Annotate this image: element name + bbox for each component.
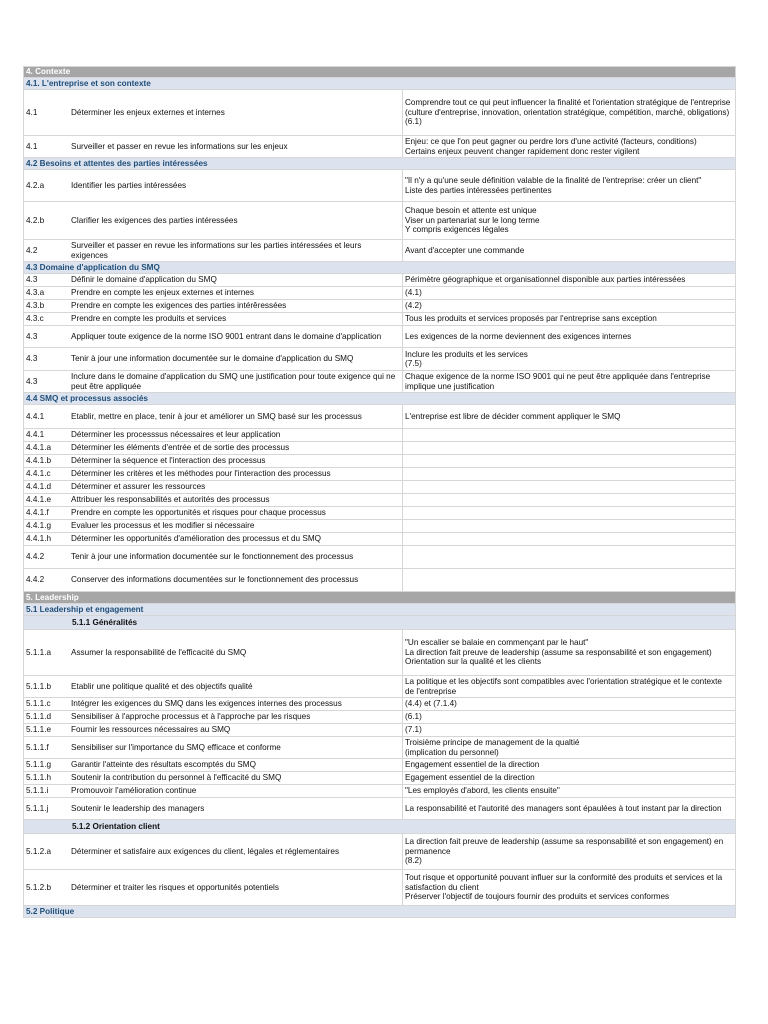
clause-ref-cell: 4.4.1.a xyxy=(26,443,52,453)
clause-ref-cell: 5.1.1.i xyxy=(26,786,49,796)
comment-cell: Engagement essentiel de la direction xyxy=(405,760,540,770)
subsection-title: 4.2 Besoins et attentes des parties intéressées xyxy=(26,158,208,168)
section-title: 5. Leadership xyxy=(26,592,79,602)
table-row xyxy=(23,371,736,393)
requirement-cell: Sensibiliser sur l'importance du SMQ efficace et conforme xyxy=(70,737,403,758)
requirement-cell: Etablir une politique qualité et des objectifs qualité xyxy=(70,676,403,697)
comment-cell: La politique et les objectifs sont compatibles avec l'orientation stratégique et le contexte de l'entreprise xyxy=(405,677,722,696)
comment-cell: Avant d'accepter une commande xyxy=(405,245,525,255)
clause-ref-cell: 4.4.1.g xyxy=(26,521,52,531)
comment-cell: Chaque exigence de la norme ISO 9001 qui ne peut être appliquée dans l'entreprise implique une justification xyxy=(405,372,711,391)
comment-cell: "Il n'y a qu'une seule définition valable de la finalité de l'entreprise: créer un client" Liste des parties intéressées pertinentes xyxy=(405,176,702,195)
requirement-cell: Prendre en compte les opportunités et risques pour chaque processus xyxy=(70,507,403,519)
clause-ref-cell: 4.4.2 xyxy=(26,575,45,585)
comment-cell: (4.4) et (7.1.4) xyxy=(405,699,457,709)
clause-ref-cell: 4.4.2 xyxy=(26,552,45,562)
table-row xyxy=(23,711,736,724)
subsection-title: 4.1. L'entreprise et son contexte xyxy=(26,78,151,88)
table-row xyxy=(23,202,736,240)
requirement-cell: Intégrer les exigences du SMQ dans les exigences internes des processus xyxy=(70,698,403,710)
table-row xyxy=(23,405,736,429)
comment-cell: Tout risque et opportunité pouvant influer sur la conformité des produits et services et la satisfaction du client Préserver l'objectif de toujours fournir des produits et services conformes xyxy=(405,873,723,902)
clause-ref-cell: 4.1 xyxy=(26,107,38,117)
clause-ref-cell: 4.4.1 xyxy=(26,411,45,421)
requirement-cell: Prendre en compte les enjeux externes et internes xyxy=(70,287,403,299)
subsection-header-row xyxy=(23,262,736,274)
table-row xyxy=(23,287,736,300)
subsubsection-header-row xyxy=(23,820,736,834)
clause-ref-cell: 5.1.2.b xyxy=(26,882,52,892)
comment-cell: La responsabilité et l'autorité des managers sont épaulées à tout instant par la direction xyxy=(405,803,722,813)
table-row xyxy=(23,90,736,136)
comment-cell xyxy=(403,507,735,519)
section-header-row xyxy=(23,592,736,604)
requirement-cell: Tenir à jour une information documentée sur le fonctionnement des processus xyxy=(70,546,403,568)
table-row xyxy=(23,442,736,455)
table-row xyxy=(23,724,736,737)
clause-ref-cell: 5.1.1.f xyxy=(26,742,49,752)
table-row xyxy=(23,569,736,592)
clause-ref-cell: 4.3 xyxy=(26,331,38,341)
comment-cell: "Les employés d'abord, les clients ensuite" xyxy=(405,786,560,796)
table-row xyxy=(23,870,736,906)
clause-ref-cell: 5.1.2.a xyxy=(26,846,52,856)
clause-ref-cell: 5.1.1.b xyxy=(26,681,52,691)
comment-cell xyxy=(403,455,735,467)
subsection-header-row xyxy=(23,393,736,405)
comment-cell: Les exigences de la norme deviennent des exigences internes xyxy=(405,331,632,341)
table-row xyxy=(23,772,736,785)
requirement-cell: Attribuer les responsabilités et autorités des processus xyxy=(70,494,403,506)
clause-ref-cell: 4.3 xyxy=(26,354,38,364)
requirement-cell: Déterminer les éléments d'entrée et de sortie des processus xyxy=(70,442,403,454)
comment-cell xyxy=(403,569,735,591)
table-row xyxy=(23,759,736,772)
clause-ref-cell: 4.3 xyxy=(26,376,38,386)
subsection-title: 5.2 Politique xyxy=(26,906,75,916)
table-row xyxy=(23,455,736,468)
comment-cell: Enjeu: ce que l'on peut gagner ou perdre lors d'une activité (facteurs, conditions) Certains enjeux peuvent changer rapidement donc rester vigilent xyxy=(405,137,697,156)
requirement-cell: Appliquer toute exigence de la norme ISO 9001 entrant dans le domaine d'application xyxy=(70,326,403,347)
clause-ref-cell: 5.1.1.a xyxy=(26,647,52,657)
subsection-header-row xyxy=(23,158,736,170)
requirement-cell: Déterminer et satisfaire aux exigences du client, légales et réglementaires xyxy=(70,834,403,869)
table-row xyxy=(23,348,736,371)
requirement-cell: Déterminer les processsus nécessaires et leur application xyxy=(70,429,403,441)
comment-cell: Périmètre géographique et organisationnel disponible aux parties intéressées xyxy=(405,275,686,285)
comment-cell: "Un escalier se balaie en commençant par le haut" La direction fait preuve de leadership (assume sa responsabilité et son engagement) Orientation sur la qualité et les clients xyxy=(405,638,712,667)
comment-cell: Tous les produits et services proposés par l'entreprise sans exception xyxy=(405,314,657,324)
clause-ref-cell: 4.3.c xyxy=(26,314,44,324)
comment-cell: L'entreprise est libre de décider comment appliquer le SMQ xyxy=(405,411,621,421)
table-row xyxy=(23,698,736,711)
requirement-cell: Déterminer et assurer les ressources xyxy=(70,481,403,493)
requirement-cell: Sensibiliser à l'approche processus et à l'approche par les risques xyxy=(70,711,403,723)
table-row xyxy=(23,300,736,313)
requirement-cell: Inclure dans le domaine d'application du SMQ une justification pour toute exigence qui ne peut être appliquée xyxy=(70,371,403,392)
clause-ref-cell: 4.4.1 xyxy=(26,430,45,440)
clause-ref-cell: 5.1.1.g xyxy=(26,760,52,770)
comment-cell: (6.1) xyxy=(405,712,422,722)
requirement-cell: Clarifier les exigences des parties intéressées xyxy=(70,202,403,239)
requirement-cell: Fournir les ressources nécessaires au SMQ xyxy=(70,724,403,736)
requirement-cell: Assumer la responsabilité de l'efficacité du SMQ xyxy=(70,630,403,675)
requirement-cell: Surveiller et passer en revue les informations sur les enjeux xyxy=(70,136,403,157)
requirement-cell: Définir le domaine d'application du SMQ xyxy=(70,274,403,286)
comment-cell xyxy=(403,533,735,545)
section-header-row xyxy=(23,66,736,78)
table-row xyxy=(23,737,736,759)
table-row xyxy=(23,468,736,481)
table-row xyxy=(23,481,736,494)
clause-ref-cell: 4.4.1.f xyxy=(26,508,49,518)
comment-cell: Inclure les produits et les services (7.5) xyxy=(405,349,528,368)
table-row xyxy=(23,533,736,546)
clause-ref-cell: 5.1.1.d xyxy=(26,712,52,722)
clause-ref-cell: 4.4.1.c xyxy=(26,469,51,479)
table-row xyxy=(23,676,736,698)
table-row xyxy=(23,630,736,676)
subsection-title: 4.3 Domaine d'application du SMQ xyxy=(26,262,160,272)
table-row xyxy=(23,240,736,262)
subsubsection-title: 5.1.1 Généralités xyxy=(72,617,138,627)
subsection-header-row xyxy=(23,906,736,918)
clause-ref-cell: 5.1.1.j xyxy=(26,803,49,813)
clause-ref-cell: 4.2 xyxy=(26,245,38,255)
clause-ref-cell: 5.1.1.e xyxy=(26,725,52,735)
subsection-title: 4.4 SMQ et processus associés xyxy=(26,393,148,403)
subsection-title: 5.1 Leadership et engagement xyxy=(26,604,144,614)
comment-cell: Troisième principe de management de la qualtié (implication du personnel) xyxy=(405,738,580,757)
clause-ref-cell: 4.4.1.h xyxy=(26,534,52,544)
requirement-cell: Soutenir le leadership des managers xyxy=(70,798,403,819)
requirement-cell: Soutenir la contribution du personnel à l'efficacité du SMQ xyxy=(70,772,403,784)
comment-cell xyxy=(403,481,735,493)
requirement-cell: Déterminer la séquence et l'interaction des processus xyxy=(70,455,403,467)
requirement-cell: Promouvoir l'amélioration continue xyxy=(70,785,403,797)
table-row xyxy=(23,136,736,158)
table-row xyxy=(23,429,736,442)
clause-ref-cell: 4.4.1.b xyxy=(26,456,52,466)
comment-cell: Comprendre tout ce qui peut influencer la finalité et l'orientation stratégique de l'entreprise (culture d'entreprise, innovation, orientation stratégique, compétition, marché, obligations) (6.1) xyxy=(405,98,731,127)
requirement-cell: Déterminer et traiter les risques et opportunités potentiels xyxy=(70,870,403,905)
clause-ref-cell: 4.2.b xyxy=(26,215,45,225)
clause-ref-cell: 4.1 xyxy=(26,141,38,151)
subsubsection-header-row xyxy=(23,616,736,630)
comment-cell: (4.2) xyxy=(405,301,422,311)
table-row xyxy=(23,170,736,202)
requirement-cell: Garantir l'atteinte des résultats escomptés du SMQ xyxy=(70,759,403,771)
comment-cell xyxy=(403,429,735,441)
table-row xyxy=(23,546,736,569)
comment-cell: (4.1) xyxy=(405,288,422,298)
comment-cell xyxy=(403,520,735,532)
requirement-cell: Etablir, mettre en place, tenir à jour et améliorer un SMQ basé sur les processus xyxy=(70,405,403,428)
comment-cell: Egagement essentiel de la direction xyxy=(405,773,535,783)
clause-ref-cell: 4.3 xyxy=(26,275,38,285)
comment-cell: (7.1) xyxy=(405,725,422,735)
requirements-table xyxy=(23,66,736,918)
clause-ref-cell: 4.4.1.e xyxy=(26,495,52,505)
requirement-cell: Identifier les parties intéressées xyxy=(70,170,403,201)
requirement-cell: Evaluer les processus et les modifier si nécessaire xyxy=(70,520,403,532)
section-title: 4. Contexte xyxy=(26,67,71,77)
clause-ref-cell: 4.3.b xyxy=(26,301,45,311)
requirement-cell: Surveiller et passer en revue les informations sur les parties intéressées et leurs exigences xyxy=(70,240,403,261)
comment-cell xyxy=(403,494,735,506)
table-row xyxy=(23,274,736,287)
subsubsection-title: 5.1.2 Orientation client xyxy=(72,821,160,831)
requirement-cell: Déterminer les enjeux externes et internes xyxy=(70,90,403,135)
clause-ref-cell: 4.4.1.d xyxy=(26,482,52,492)
table-row xyxy=(23,798,736,820)
requirement-cell: Déterminer les opportunités d'amélioration des processus et du SMQ xyxy=(70,533,403,545)
comment-cell: La direction fait preuve de leadership (assume sa responsabilité et son engagement) en permanence (8.2) xyxy=(405,837,724,866)
comment-cell: Chaque besoin et attente est unique Viser un partenariat sur le long terme Y compris exigences légales xyxy=(405,206,540,235)
clause-ref-cell: 5.1.1.h xyxy=(26,773,52,783)
clause-ref-cell: 4.2.a xyxy=(26,180,45,190)
requirement-cell: Prendre en compte les exigences des parties intérêressées xyxy=(70,300,403,312)
clause-ref-cell: 5.1.1.c xyxy=(26,699,51,709)
requirement-cell: Tenir à jour une information documentée sur le domaine d'application du SMQ xyxy=(70,348,403,370)
table-row xyxy=(23,507,736,520)
comment-cell xyxy=(403,546,735,568)
table-row xyxy=(23,494,736,507)
subsection-header-row xyxy=(23,604,736,616)
clause-ref-cell: 4.3.a xyxy=(26,288,45,298)
requirement-cell: Conserver des informations documentées sur le fonctionnement des processus xyxy=(70,569,403,591)
table-row xyxy=(23,785,736,798)
table-row xyxy=(23,313,736,326)
requirement-cell: Déterminer les critères et les méthodes pour l'interaction des processus xyxy=(70,468,403,480)
comment-cell xyxy=(403,442,735,454)
comment-cell xyxy=(403,468,735,480)
subsection-header-row xyxy=(23,78,736,90)
requirement-cell: Prendre en compte les produits et services xyxy=(70,313,403,325)
table-row xyxy=(23,834,736,870)
table-row xyxy=(23,326,736,348)
table-row xyxy=(23,520,736,533)
